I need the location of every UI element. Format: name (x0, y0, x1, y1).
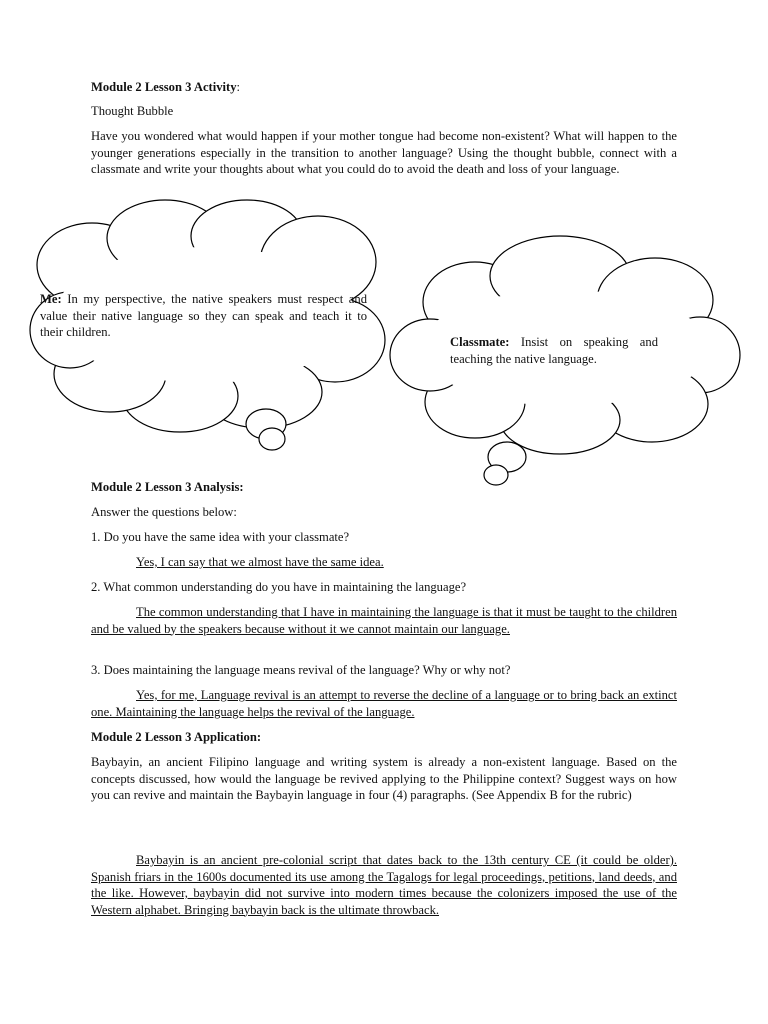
question-1: 1. Do you have the same idea with your classmate? (91, 530, 350, 544)
question-2: 2. What common understanding do you have in maintaining the language? (91, 580, 467, 594)
classmate-bubble-label: Classmate: (450, 335, 510, 349)
answer-2-text: The common understanding that I have in maintaining the language is that it must be taught to the children and be valued by the speakers because without it we cannot maintain our language. (91, 605, 677, 636)
application-prompt: Baybayin, an ancient Filipino language and writing system is already a non-existent language. Based on the concepts discussed, how would the language be revived applying to the Philippine context? Suggest ways on how you can revive and maintain the Baybayin language in four (4) paragraphs. (See Appendix B for the rubric) (91, 755, 677, 802)
answer-3 (91, 687, 677, 720)
application-heading: Module 2 Lesson 3 Application: (91, 730, 262, 744)
question-3: 3. Does maintaining the language means revival of the language? Why or why not? (91, 663, 511, 677)
activity-heading-colon: : (236, 80, 241, 94)
analysis-heading: Module 2 Lesson 3 Analysis: (91, 480, 244, 494)
answer-1 (91, 554, 677, 571)
answer-2 (91, 604, 677, 637)
application-answer-text: Baybayin is an ancient pre-colonial script that dates back to the 13th century CE (it could be older). Spanish friars in the 1600s documented its use among the Tagalogs for legal proceedings, petitions, land deeds, and the like. However, baybayin did not survive into modern times because the colonizers imposed the use of the Western alphabet. Bringing baybayin back is the ultimate throwback. (91, 853, 677, 917)
answer-3-text: Yes, for me, Language revival is an attempt to reverse the decline of a language or to bring back an extinct one. Maintaining the language helps the revival of the language. (91, 688, 677, 719)
classmate-bubble-text (450, 334, 658, 367)
me-bubble-text (40, 291, 367, 341)
me-bubble-content: In my perspective, the native speakers must respect and value their native language so they can speak and teach it to their children. (40, 292, 367, 339)
analysis-intro: Answer the questions below: (91, 505, 237, 519)
activity-heading-text: Module 2 Lesson 3 Activity (91, 80, 237, 94)
classmate-bubble-content: Insist on speaking and teaching the native language. (450, 335, 658, 366)
answer-1-text: Yes, I can say that we almost have the same idea. (136, 555, 384, 569)
activity-subtitle: Thought Bubble (91, 104, 174, 118)
application-answer (91, 852, 677, 918)
activity-instructions: Have you wondered what would happen if your mother tongue had become non-existent? What will happen to the younger generations especially in the transition to another language? Using the thought bubble, connect with a classmate and write your thoughts about what you could do to avoid the death and loss of your language. (91, 129, 677, 176)
me-bubble-label: Me: (40, 292, 62, 306)
me-thought-trail-small (259, 428, 285, 450)
